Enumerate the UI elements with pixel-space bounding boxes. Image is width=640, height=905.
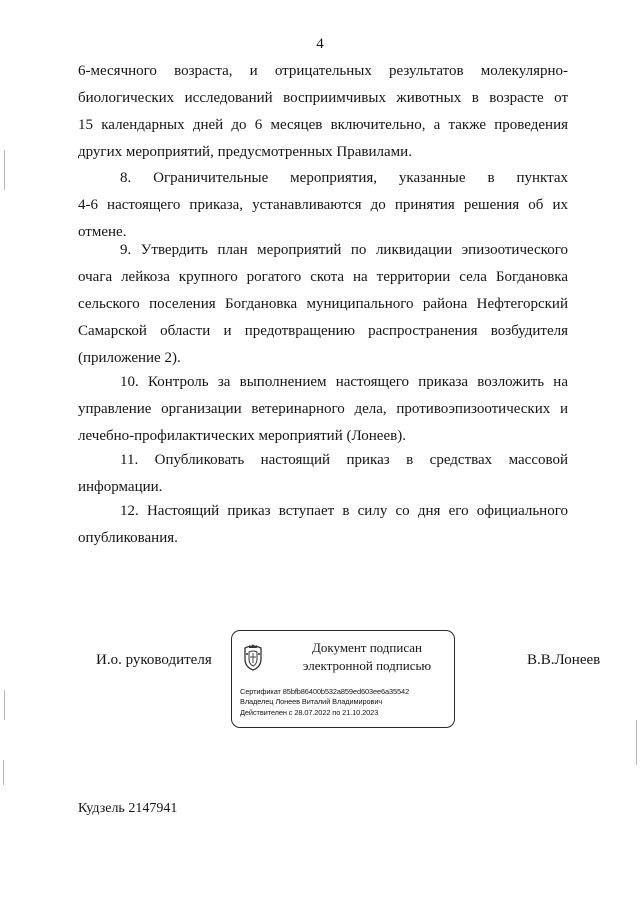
text-line: других мероприятий, предусмотренных Правилами. [78, 144, 412, 160]
esig-details [240, 687, 452, 718]
text-line: сельского поселения Богдановка муниципального района Нефтегорский [78, 296, 568, 312]
paragraph-11 [78, 447, 568, 501]
text-line: информации. [78, 479, 163, 495]
text-line: управление организации ветеринарного дела, противоэпизоотических и [78, 401, 568, 417]
page-number: 4 [316, 36, 324, 52]
text-line: 9. Утвердить план мероприятий по ликвидации эпизоотического [120, 242, 568, 258]
electronic-signature-stamp [231, 630, 455, 728]
esig-title-line: Документ подписан [312, 640, 422, 655]
text-line: 6-месячного возраста, и отрицательных результатов молекулярно- [78, 63, 568, 79]
signer-name: В.В.Лонеев [527, 652, 601, 668]
esig-title-line: электронной подписью [302, 658, 432, 673]
text-line: биологических исследований восприимчивых животных в возрасте от [78, 90, 568, 106]
certificate-number: Сертификат 85bfb86400b532a859ed603ee6a35542 [240, 687, 410, 696]
paragraph-12 [78, 498, 568, 552]
text-line: 15 календарных дней до 6 месяцев включительно, а также проведения [78, 117, 568, 133]
text-line: 11. Опубликовать настоящий приказ в средствах массовой [120, 452, 568, 468]
text-line: лечебно-профилактических мероприятий (Лонеев). [78, 428, 406, 444]
certificate-owner: Владелец Лонеев Виталий Владимирович [240, 697, 383, 707]
coat-of-arms-icon [242, 642, 264, 672]
text-line: Самарской области и предотвращению распространения возбудителя [78, 323, 568, 339]
text-line: опубликования. [78, 530, 178, 546]
text-line: 8. Ограничительные мероприятия, указанные в пунктах [120, 170, 568, 186]
scan-artifact [4, 150, 5, 190]
signer-position: И.о. руководителя [96, 652, 212, 668]
text-line: 12. Настоящий приказ вступает в силу со дня его официального [120, 503, 568, 519]
paragraph-10 [78, 369, 568, 450]
scan-artifact [636, 720, 637, 765]
paragraph-continuation [78, 58, 568, 166]
scan-artifact [3, 760, 4, 785]
text-line: 4-6 настоящего приказа, устанавливаются до принятия решения об их [78, 197, 568, 213]
text-line: очага лейкоза крупного рогатого скота на территории села Богдановка [78, 269, 568, 285]
paragraph-8 [78, 165, 568, 246]
text-line: отмене. [78, 224, 127, 240]
executor-id: Кудзель 2147941 [78, 801, 178, 816]
text-line: 10. Контроль за выполнением настоящего приказа возложить на [120, 374, 568, 390]
certificate-validity: Действителен с 28.07.2022 по 21.10.2023 [240, 707, 379, 717]
esig-title [292, 639, 442, 675]
paragraph-9 [78, 237, 568, 372]
text-line: (приложение 2). [78, 350, 181, 366]
scan-artifact [4, 690, 5, 720]
